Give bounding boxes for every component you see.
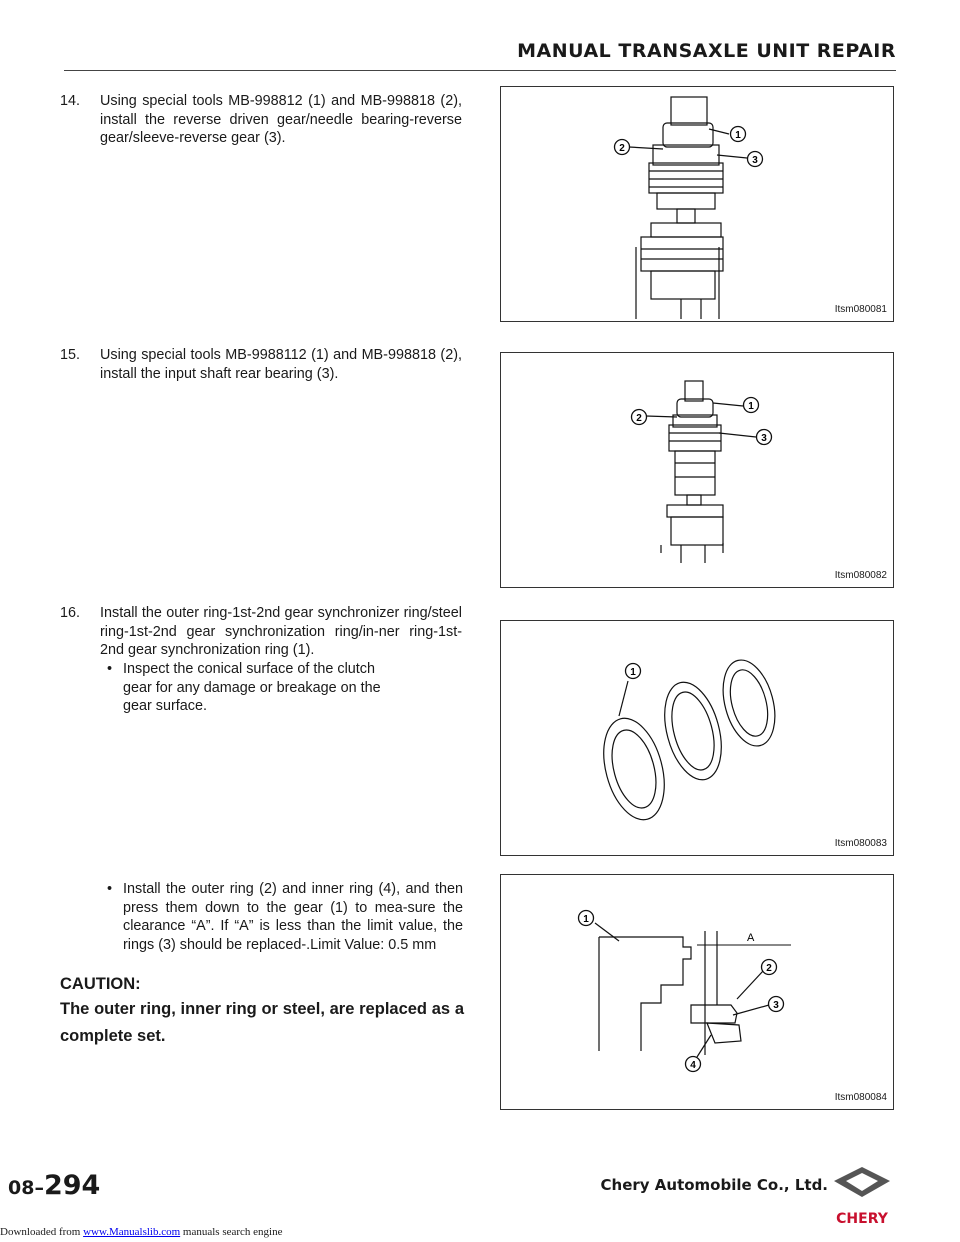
figure-reverse-gear-install bbox=[500, 86, 894, 322]
manualslib-link[interactable]: www.Manualslib.com bbox=[83, 1226, 181, 1238]
step-16 bbox=[60, 604, 462, 660]
callout-1: 1 bbox=[735, 130, 741, 141]
dimension-label-a: A bbox=[747, 932, 755, 944]
callout-2: 2 bbox=[636, 413, 642, 424]
step-14 bbox=[60, 92, 462, 148]
figure-id: Itsm080082 bbox=[834, 570, 887, 581]
callout-1: 1 bbox=[630, 667, 636, 678]
callout-1: 1 bbox=[748, 401, 754, 412]
page-number bbox=[8, 1170, 100, 1201]
page-number-value: 294 bbox=[43, 1170, 101, 1201]
shaft-gear-illustration bbox=[501, 87, 895, 323]
download-suffix: manuals search engine bbox=[182, 1226, 283, 1238]
bullet-dot: • bbox=[107, 881, 113, 897]
callout-1: 1 bbox=[583, 914, 589, 925]
download-prefix: Downloaded from bbox=[0, 1226, 81, 1238]
step-text: Using special tools MB-9988112 (1) and MB-998818 (2), install the input shaft rear bearing (3). bbox=[100, 347, 462, 382]
callout-2: 2 bbox=[766, 963, 772, 974]
caution-text: The outer ring, inner ring or steel, are replaced as a complete set. bbox=[60, 1000, 464, 1045]
step-number: 15. bbox=[60, 347, 81, 363]
page-header-title: MANUAL TRANSAXLE UNIT REPAIR bbox=[517, 40, 896, 62]
logo-text: CHERY bbox=[836, 1211, 888, 1227]
step-text: Install the outer ring-1st-2nd gear synchronizer ring/steel ring-1st-2nd gear synchronization ring/in-ner ring-1st-2nd gear synchronization ring (1). bbox=[100, 605, 462, 658]
step-15 bbox=[60, 346, 462, 383]
figure-clearance-measure bbox=[500, 874, 894, 1110]
step-number: 14. bbox=[60, 93, 81, 109]
synchronizer-rings-illustration bbox=[501, 621, 895, 857]
step-text: Using special tools MB-998812 (1) and MB-998818 (2), install the reverse driven gear/needle bearing-reverse gear/sleeve-reverse gear (3). bbox=[100, 93, 462, 146]
figure-input-shaft-bearing bbox=[500, 352, 894, 588]
company-name: Chery Automobile Co., Ltd. bbox=[600, 1176, 828, 1194]
bullet-dot: • bbox=[107, 661, 113, 677]
callout-3: 3 bbox=[773, 1000, 779, 1011]
figure-id: Itsm080083 bbox=[834, 838, 887, 849]
download-footer bbox=[0, 1226, 282, 1238]
page-prefix: 08– bbox=[8, 1177, 44, 1199]
bullet-install bbox=[107, 880, 463, 954]
callout-2: 2 bbox=[619, 143, 625, 154]
header-rule bbox=[64, 70, 896, 71]
callout-3: 3 bbox=[752, 155, 758, 166]
bullet-inspect bbox=[107, 660, 407, 716]
callout-4: 4 bbox=[690, 1060, 696, 1071]
figure-id: Itsm080084 bbox=[834, 1092, 887, 1103]
bullet-text: Install the outer ring (2) and inner ring (4), and then press them down to the gear (1) to mea-sure the clearance “A”. If “A” is less than the limit value, the rings (3) should be replaced-.Limit Value: 0.5 mm bbox=[123, 881, 463, 953]
clearance-section-illustration bbox=[501, 875, 895, 1111]
callout-3: 3 bbox=[761, 433, 767, 444]
bullet-text: Inspect the conical surface of the clutch gear for any damage or breakage on the gear surface. bbox=[123, 661, 381, 714]
chery-logo-icon bbox=[832, 1165, 892, 1229]
shaft-bearing-illustration bbox=[501, 353, 895, 589]
figure-synchronizer-rings bbox=[500, 620, 894, 856]
figure-id: Itsm080081 bbox=[834, 304, 887, 315]
caution-title: CAUTION: bbox=[60, 975, 141, 993]
step-number: 16. bbox=[60, 605, 81, 621]
